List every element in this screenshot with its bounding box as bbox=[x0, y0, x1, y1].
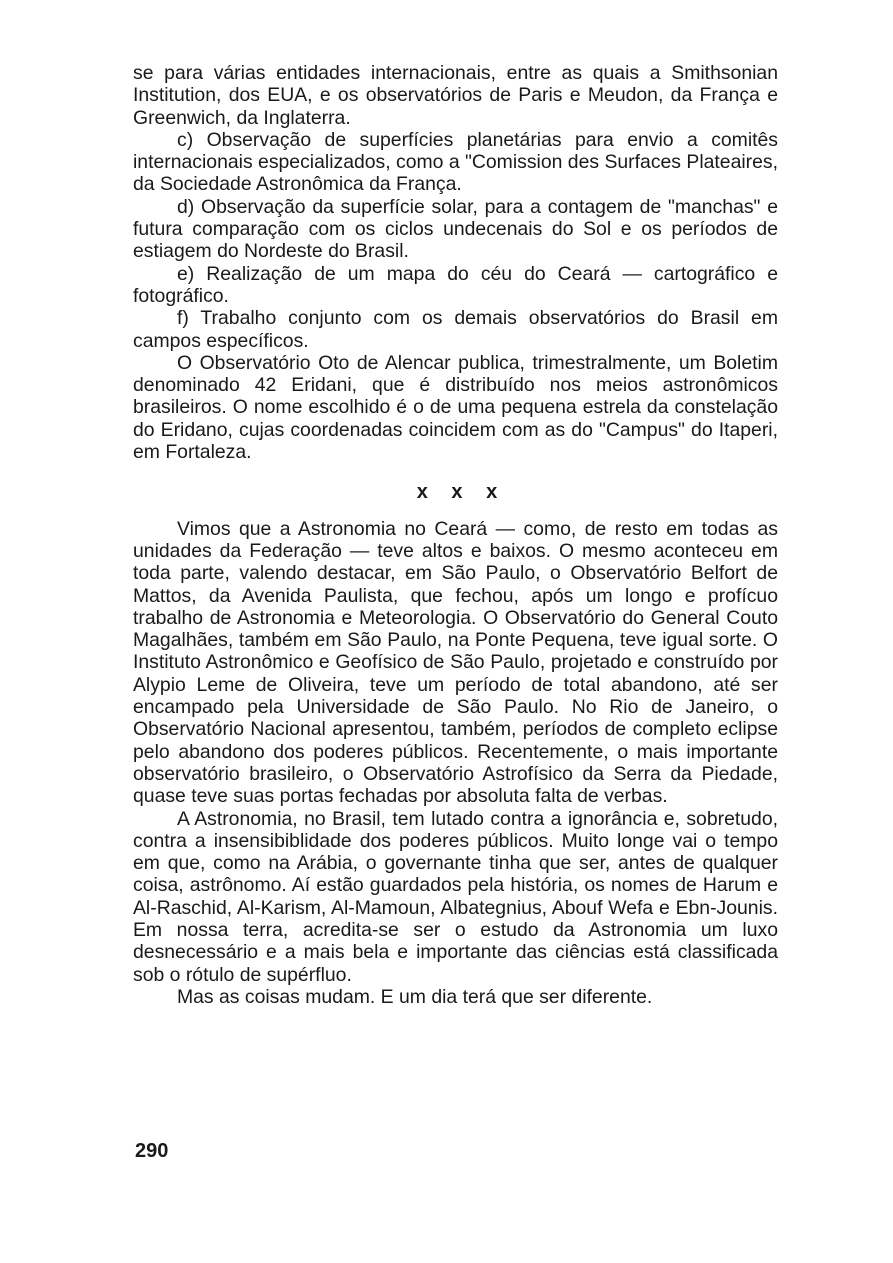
paragraph-item-f: f) Trabalho conjunto com os demais observatórios do Brasil em campos específicos. bbox=[133, 307, 778, 352]
body-text bbox=[133, 62, 778, 1008]
paragraph-item-e: e) Realização de um mapa do céu do Ceará — cartográfico e fotográfico. bbox=[133, 262, 778, 307]
page-number: 290 bbox=[135, 1140, 169, 1162]
paragraph-astronomia-ceara: Vimos que a Astronomia no Ceará — como, de resto em todas as unidades da Federação — teve altos e baixos. O mesmo aconteceu em toda parte, valendo destacar, em São Paulo, o Observatório Belfort de Mattos, da Avenida Paulista, que fechou, após um longo e profícuo trabalho de Astronomia e Meteorologia. O Observatório do General Couto Magalhães, também em São Paulo, na Ponte Pequena, teve igual sorte. O Instituto Astronômico e Geofísico de São Paulo, projetado e construído por Alypio Leme de Oliveira, teve um período de total abandono, até ser encampado pela Universidade de São Paulo. No Rio de Janeiro, o Observatório Nacional apresentou, também, períodos de completo eclipse pelo abandono dos poderes públicos. Recentemente, o mais importante observatório brasileiro, o Observatório Astrofísico da Serra da Piedade, quase teve suas portas fechadas por absoluta falta de verbas. bbox=[133, 517, 778, 808]
paragraph-item-c: c) Observação de superfícies planetárias para envio a comitês internacionais especializados, como a "Comission des Surfaces Plateaires, da Sociedade Astronômica da França. bbox=[133, 128, 778, 196]
section-separator: x x x bbox=[416, 481, 507, 504]
paragraph-astronomia-brasil: A Astronomia, no Brasil, tem lutado contra a ignorância e, sobretudo, contra a insensibiblidade dos poderes públicos. Muito longe vai o tempo em que, como na Arábia, o governante tinha que ser, antes de qualquer coisa, astrônomo. Aí estão guardados pela história, os nomes de Harum e Al-Raschid, Al-Karism, Al-Mamoun, Albategnius, Abouf Wefa e Ebn-Jounis. Em nossa terra, acredita-se ser o estudo da Astronomia um luxo desnecessário e a mais bela e importante das ciências está classificada sob o rótulo de supérfluo. bbox=[133, 807, 778, 986]
paragraph-closing: Mas as coisas mudam. E um dia terá que ser diferente. bbox=[177, 985, 653, 1008]
paragraph-continuation: se para várias entidades internacionais, entre as quais a Smithsonian Institution, dos EUA, e os observatórios de Paris e Meudon, da França e Greenwich, da Inglaterra. bbox=[133, 62, 778, 129]
paragraph-boletim: O Observatório Oto de Alencar publica, trimestralmente, um Boletim denominado 42 Eridani, que é distribuído nos meios astronômicos brasileiros. O nome escolhido é o de uma pequena estrela da constelação do Eridano, cujas coordenadas coincidem com as do "Campus" do Itaperi, em Fortaleza. bbox=[133, 351, 778, 464]
paragraph-item-d: d) Observação da superfície solar, para a contagem de "manchas" e futura comparação com os ciclos undecenais do Sol e os períodos de estiagem do Nordeste do Brasil. bbox=[133, 195, 778, 263]
